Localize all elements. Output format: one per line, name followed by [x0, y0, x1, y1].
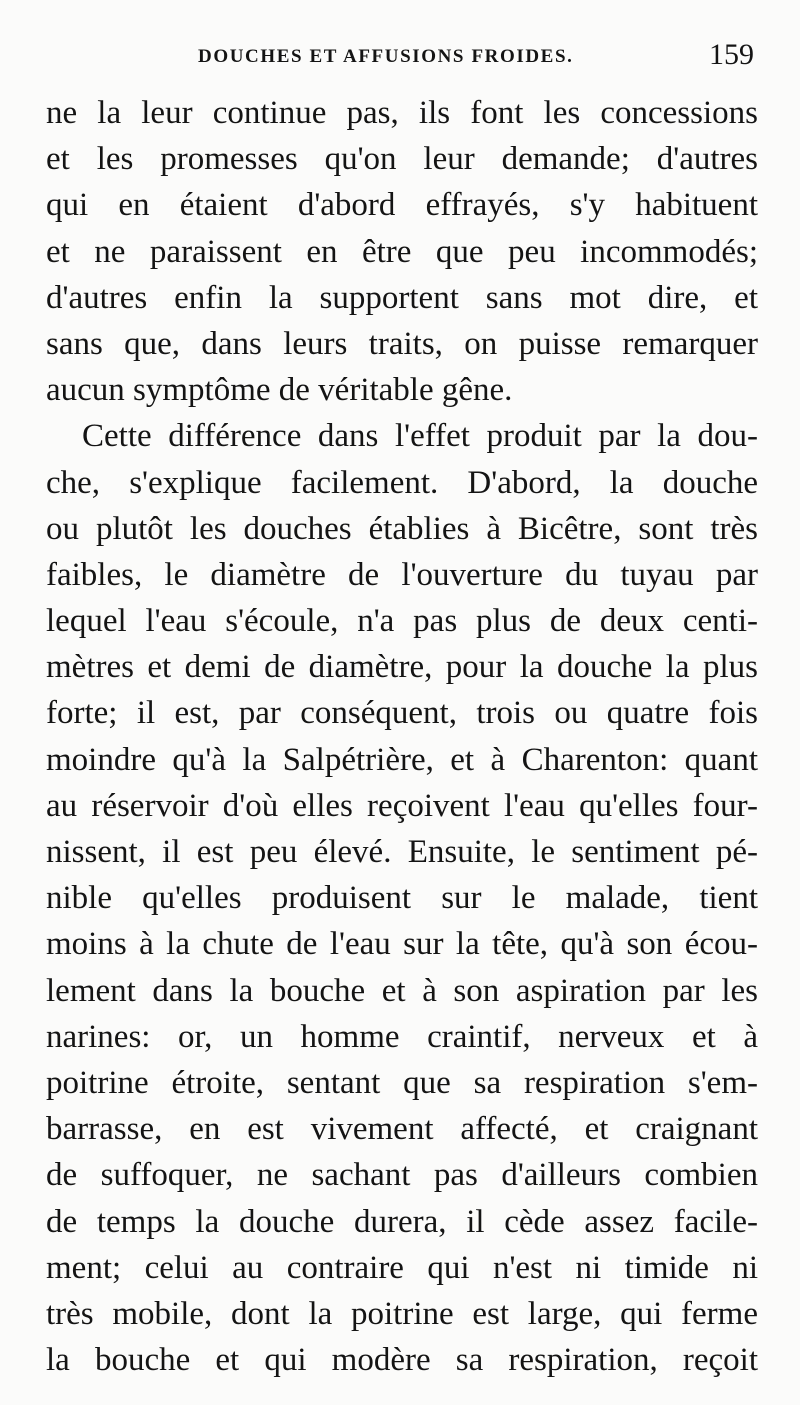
body-text [46, 90, 758, 1383]
text-line: mètres et demi de diamètre, pour la douche la plus [46, 649, 758, 686]
text-line: barrasse, en est vivement affecté, et craignant [46, 1111, 758, 1148]
text-line: sans que, dans leurs traits, on puisse remarquer [46, 325, 758, 362]
text-line: qui en étaient d'abord effrayés, s'y habituent [46, 187, 758, 224]
text-line: ou plutôt les douches établies à Bicêtre, sont très [46, 510, 758, 547]
text-line: au réservoir d'où elles reçoivent l'eau qu'elles four- [46, 787, 758, 824]
text-line: nissent, il est peu élevé. Ensuite, le sentiment pé- [46, 834, 758, 870]
text-line: poitrine étroite, sentant que sa respiration s'em- [46, 1064, 758, 1101]
page-number: 159 [709, 38, 754, 71]
text-line: la bouche et qui modère sa respiration, reçoit [46, 1342, 758, 1379]
text-line: narines: or, un homme craintif, nerveux et à [46, 1018, 758, 1055]
text-line: lement dans la bouche et à son aspiration par les [46, 972, 758, 1009]
text-line: nible qu'elles produisent sur le malade, tient [46, 880, 758, 917]
text-line: de suffoquer, ne sachant pas d'ailleurs combien [46, 1157, 758, 1194]
text-line: ment; celui au contraire qui n'est ni timide ni [46, 1249, 758, 1286]
text-line: forte; il est, par conséquent, trois ou quatre fois [46, 695, 758, 732]
text-line: lequel l'eau s'écoule, n'a pas plus de deux centi- [46, 603, 758, 640]
text-line: aucun symptôme de véritable gêne. [46, 372, 513, 409]
text-line: d'autres enfin la supportent sans mot dire, et [46, 279, 758, 316]
text-line: che, s'explique facilement. D'abord, la douche [46, 464, 758, 501]
text-line: de temps la douche durera, il cède assez facile- [46, 1203, 758, 1240]
paragraph [46, 90, 758, 413]
paragraph [46, 413, 758, 1383]
text-line: moindre qu'à la Salpétrière, et à Charenton: quant [46, 741, 758, 778]
text-line: et ne paraissent en être que peu incommodés; [46, 233, 758, 270]
text-line: moins à la chute de l'eau sur la tête, qu'à son écou- [46, 926, 758, 963]
page-header [46, 38, 758, 78]
text-line: ne la leur continue pas, ils font les concessions [46, 95, 758, 131]
text-line: Cette différence dans l'effet produit par la dou- [82, 418, 758, 455]
text-line: et les promesses qu'on leur demande; d'autres [46, 141, 758, 178]
text-line: très mobile, dont la poitrine est large, qui ferme [46, 1295, 758, 1332]
running-title: DOUCHES ET AFFUSIONS FROIDES. [198, 46, 574, 67]
text-line: faibles, le diamètre de l'ouverture du tuyau par [46, 556, 758, 593]
